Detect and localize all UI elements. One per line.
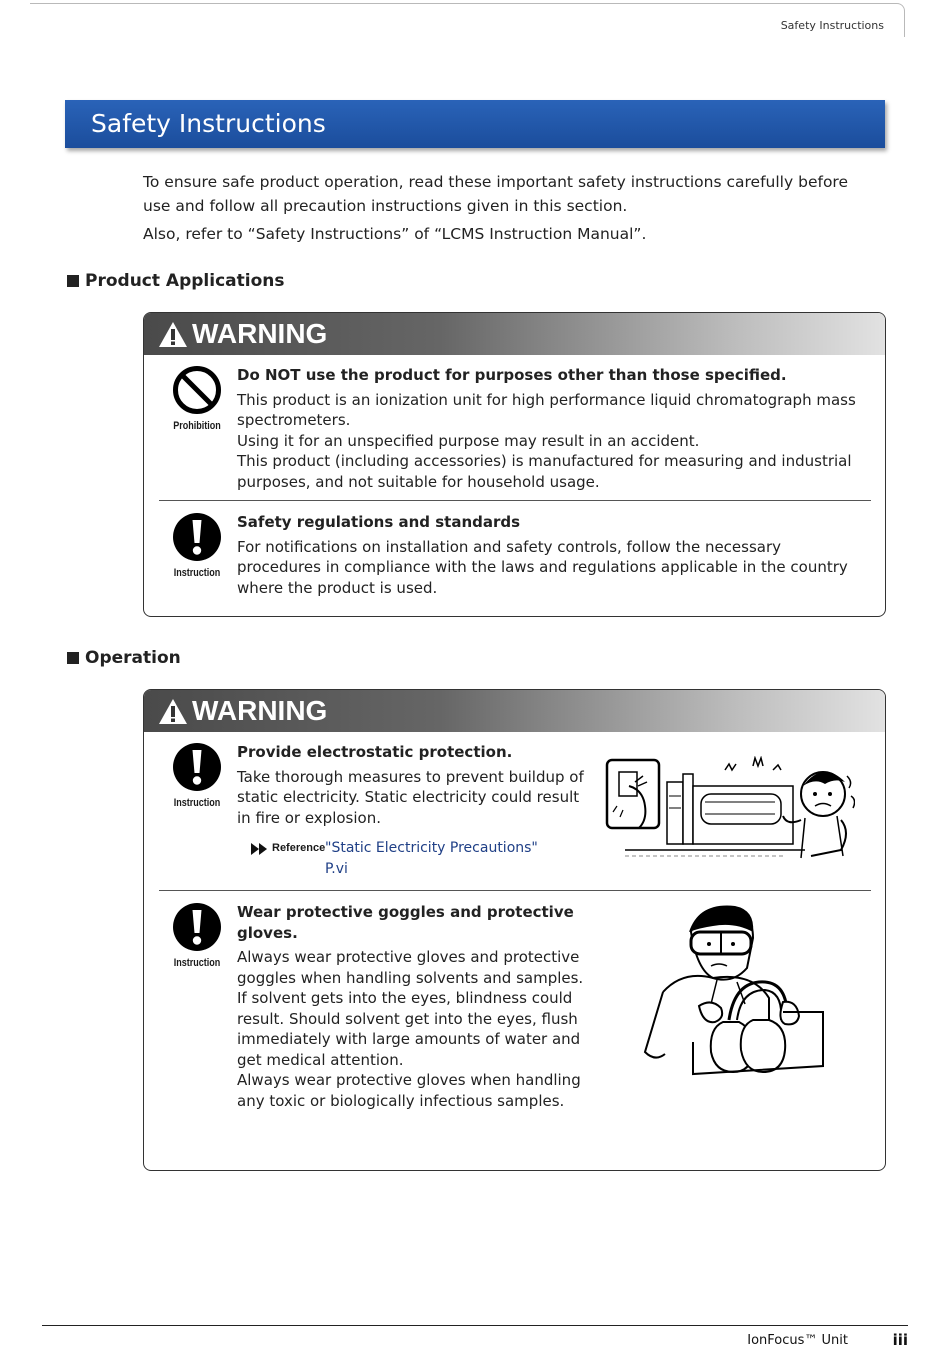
symbol-label: Instruction [173, 957, 221, 969]
warning-header [144, 313, 885, 355]
warning-item [159, 365, 871, 495]
warning-item-line: Using it for an unspecified purpose may result in an accident. [237, 431, 700, 450]
warning-item-line: This product is an ionization unit for high performance liquid chromatograph mass spectrometers. [237, 390, 856, 429]
section-heading-operation [67, 648, 181, 668]
warning-item [159, 512, 871, 607]
reference-label [251, 838, 325, 859]
instruction-symbol [165, 902, 229, 969]
warning-item-lead: Do NOT use the product for purposes other than those specified. [237, 366, 787, 384]
warning-item-line: Always wear protective gloves when handling any toxic or biologically infectious samples. [237, 1071, 581, 1110]
intro-paragraph-2: Also, refer to “Safety Instructions” of “LCMS Instruction Manual”. [143, 225, 647, 243]
item-divider [159, 890, 871, 891]
intro-paragraph-1: To ensure safe product operation, read these important safety instructions carefully before use and follow all precaution instructions given in this section. [143, 173, 848, 215]
warning-item-text [237, 742, 587, 828]
symbol-label: Prohibition [173, 420, 221, 432]
warning-item [159, 742, 871, 882]
warning-item-line: Always wear protective gloves and protective goggles when handling solvents and samples. If solvent gets into the eyes, blindness could result. Should solvent get into the eyes, flush immediately with large amounts of water and get medical attention. [237, 948, 584, 1069]
warning-item-text [237, 902, 585, 1111]
warning-item-line: For notifications on installation and safety controls, follow the necessary procedures in compliance with the laws and regulations applicable in the country where the product is used. [237, 537, 848, 597]
running-header: Safety Instructions [780, 19, 884, 32]
instruction-icon [172, 742, 222, 792]
warning-label: WARNING [192, 318, 328, 349]
footer-product-name: IonFocus™ Unit [747, 1333, 848, 1348]
instruction-symbol [165, 742, 229, 809]
footer-rule [42, 1325, 908, 1326]
warning-box-operation [143, 689, 886, 1171]
reference-link[interactable] [325, 838, 538, 880]
bullet-square-icon [67, 275, 79, 287]
section-heading-label: Operation [85, 648, 181, 668]
warning-box-product-applications [143, 312, 886, 617]
instruction-symbol [165, 512, 229, 579]
warning-item-line: Take thorough measures to prevent buildup of static electricity. Static electricity could result in fire or explosion. [237, 767, 584, 827]
reference-link-title[interactable]: "Static Electricity Precautions" [325, 840, 538, 856]
static-electricity-illustration [605, 756, 855, 871]
protective-goggles-gloves-illustration [633, 902, 833, 1077]
intro-text [143, 170, 848, 246]
warning-item-lead: Wear protective goggles and protective gloves. [237, 903, 574, 942]
warning-item-lead: Provide electrostatic protection. [237, 743, 513, 761]
page-number: iii [892, 1331, 908, 1349]
warning-item-text [237, 512, 867, 598]
prohibition-icon [172, 365, 222, 415]
warning-item-lead: Safety regulations and standards [237, 513, 521, 531]
warning-item [159, 902, 871, 1162]
reference-label-text: Reference [272, 842, 326, 854]
item-divider [159, 500, 871, 501]
title-bar [65, 100, 885, 148]
page-title: Safety Instructions [91, 109, 326, 138]
warning-item-line: This product (including accessories) is manufactured for measuring and industrial purposes, and not suitable for household usage. [237, 452, 852, 491]
warning-triangle-icon [158, 698, 188, 725]
bullet-square-icon [67, 652, 79, 664]
instruction-icon [172, 512, 222, 562]
symbol-label: Instruction [173, 567, 221, 579]
reference-link-page[interactable]: P.vi [325, 861, 348, 877]
instruction-icon [172, 902, 222, 952]
symbol-label: Instruction [173, 797, 221, 809]
warning-item-text [237, 365, 867, 492]
warning-label: WARNING [192, 695, 328, 726]
page-frame [30, 3, 905, 37]
section-heading-label: Product Applications [85, 271, 285, 291]
prohibition-symbol [165, 365, 229, 432]
double-arrow-icon [251, 843, 269, 855]
warning-triangle-icon [158, 321, 188, 348]
section-heading-product-applications [67, 271, 284, 291]
warning-header [144, 690, 885, 732]
